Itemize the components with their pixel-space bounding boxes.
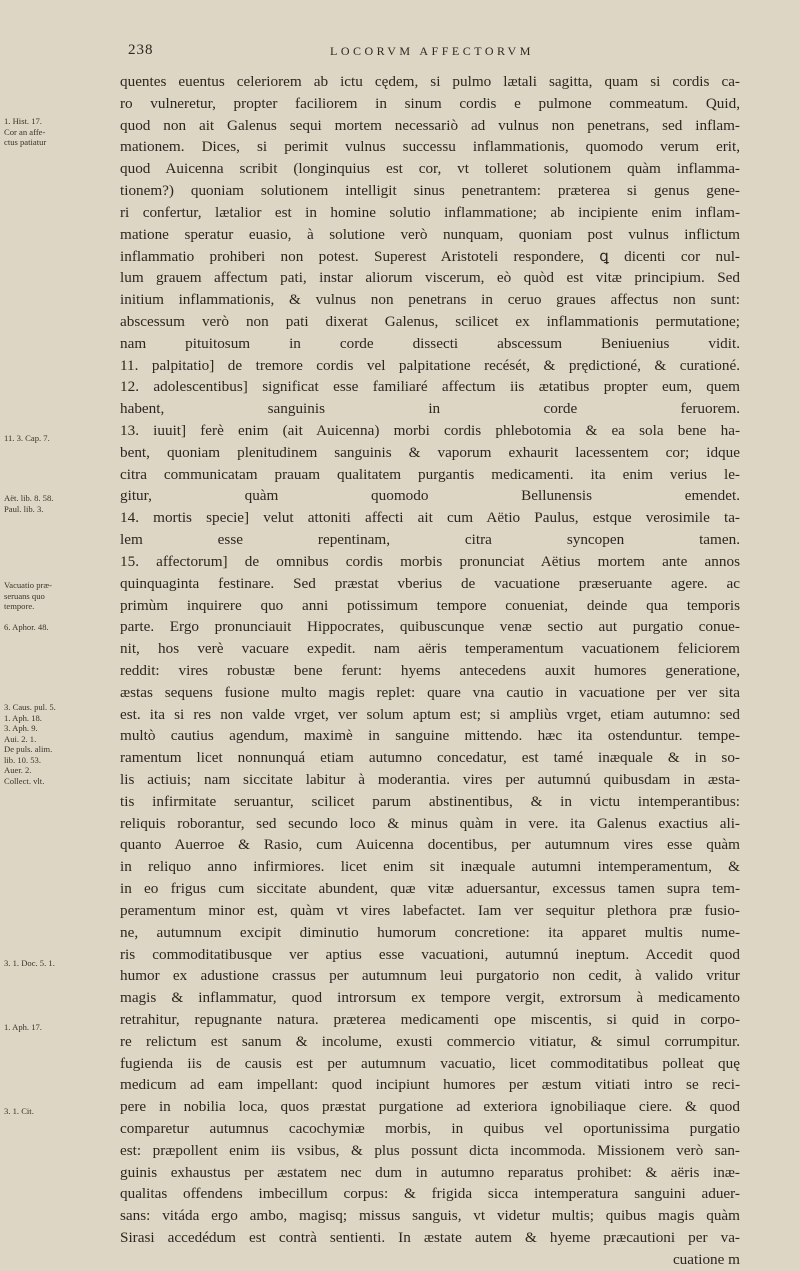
text-line: quod non ait Galenus sequi mortem necessariò ad vulnus non penetrans, sed inflam- bbox=[120, 116, 740, 134]
text-line: peramentum minor est, quàm vt vires labefactet. Iam ver sequitur plethora præ fusio- bbox=[120, 901, 740, 919]
margin-note bbox=[4, 702, 116, 786]
margin-note bbox=[4, 116, 116, 148]
text-line: tionem?) quoniam solutionem intelligit sinus penetrantem: præterea si genus gene- bbox=[120, 182, 740, 200]
margin-note-line: seruans quo bbox=[4, 590, 45, 601]
margin-note bbox=[4, 1022, 116, 1033]
text-line: medicum ad eam impellant: quod incipiunt humores per æstum vitiati intro se reci- bbox=[120, 1076, 740, 1094]
margin-note-line: Aët. lib. 8. 58. bbox=[4, 493, 54, 503]
margin-note-line: Cor an affe- bbox=[4, 126, 46, 137]
margin-note-line: 3. Aph. 9. bbox=[4, 723, 38, 733]
text-line: qualitas offendens imbecillum corpus: & frigida sicca intemperatura sanguini aduer- bbox=[120, 1185, 740, 1203]
text-line: matione speratur euasio, à solutione verò nunquam, quoniam post vulnus inflictum bbox=[120, 225, 740, 243]
text-line: re relictum est sanum & incolume, exusti commercio vitiatur, & simul corrumpitur. bbox=[120, 1032, 740, 1050]
text-line: Sirasi accedédum est contrà sentienti. In æstate autem & hyeme præcautioni per va- bbox=[120, 1229, 740, 1247]
text-line: 15. affectorum] de omnibus cordis morbis pronunciat Aëtius mortem ante annos bbox=[120, 552, 740, 570]
text-line: quinquaginta festinare. Sed præstat vberius de vacuatione præseruante agere. ac bbox=[120, 574, 740, 592]
text-line: lum grauem affectum pati, instar aliorum viscerum, eò quòd est vitæ principium. Sed bbox=[120, 269, 740, 287]
text-line: primùm inquirere quo anni potissimum tempore conueniat, deinde qua temporis bbox=[120, 596, 740, 614]
margin-note-line: lib. 10. 53. bbox=[4, 754, 42, 765]
text-line: quanto Auerroe & Rasio, cum Auicenna docentibus, per autumnum vires esse quàm bbox=[120, 836, 740, 854]
text-line: nit, hos verè vacuare expedit. nam aëris temperamentum vacuationem feliciorem bbox=[120, 640, 740, 658]
text-line: 12. adolescentibus] significat esse familiaré affectum iis ætatibus propter eum, quem bbox=[120, 378, 740, 396]
text-line: gitur, quàm quomodo Bellunensis emendet. bbox=[120, 487, 740, 505]
margin-note-line: Vacuatio præ- bbox=[4, 580, 52, 590]
text-line: quod Auicenna scribit (longinquius est cor, vt tolleret solutionem quàm inflamma- bbox=[120, 160, 740, 178]
margin-note-line: 1. Aph. 18. bbox=[4, 712, 42, 723]
margin-note-line: 3. 1. Cit. bbox=[4, 1106, 34, 1116]
text-line: est: præpollent enim iis vsibus, & plus possunt dicta incommoda. Missionem verò san- bbox=[120, 1141, 740, 1159]
running-title: LOCORVM AFFECTORVM bbox=[330, 44, 534, 58]
text-line: tis infirmitate seruantur, scilicet parum abstinentibus, & in victu intemperantibus: bbox=[120, 792, 740, 810]
text-line: guinis exhaustus per æstatem nec dum in autumno reparatus prohibet: & aëris inæ- bbox=[120, 1163, 740, 1181]
text-line: cuatione m bbox=[672, 1250, 740, 1268]
text-line: 11. palpitatio] de tremore cordis vel palpitatione recését, & prędictioné, & curationé. bbox=[120, 356, 740, 374]
margin-note-line: 1. Hist. 17. bbox=[4, 116, 42, 126]
margin-note bbox=[4, 958, 116, 969]
text-line: ris commoditatibusque ver aptius esse vacuationi, autumnú ineptum. Accedit quod bbox=[120, 945, 740, 963]
text-line: ro vulneretur, propter faciliorem in sinum cordis e pulmone commeatum. Quid, bbox=[120, 94, 740, 112]
text-line: quentes euentus celeriorem ab ictu cędem, si pulmo lætali sagitta, quam si cordis ca- bbox=[120, 73, 740, 90]
page-number: 238 bbox=[128, 42, 154, 58]
margin-note-line: Paul. lib. 3. bbox=[4, 503, 44, 514]
text-line: fugienda iis de causis est per autumnum vacuatio, licet commoditatibus polleat quę bbox=[120, 1054, 740, 1072]
text-line: parte. Ergo pronunciauit Hippocrates, quibuscunque venæ sectio aut purgatio conue- bbox=[120, 618, 740, 636]
text-line: in reliquo anno infirmiores. licet enim sit inæquale autumni intemperamentum, & bbox=[120, 858, 740, 876]
margin-note-line: Auer. 2. bbox=[4, 765, 32, 775]
text-line: citra communicatam prauam qualitatem purgantis medicamenti. ita enim verius le- bbox=[120, 465, 740, 483]
text-line: reliquis roborantur, sed secundo loco & minus quàm in vere. ita Galenus exactius ali- bbox=[120, 814, 740, 832]
margin-note-line: De puls. alim. bbox=[4, 744, 53, 754]
margin-note-line: 3. Caus. pul. 5. bbox=[4, 702, 56, 712]
text-line: initium inflammationis, & vulnus non penetrans in ceruo graues affectus non sunt: bbox=[120, 291, 740, 309]
text-line: magis & inflammatur, quod introrsum ex tempore vergit, extrorsum à medicamento bbox=[120, 989, 740, 1007]
text-line: inflammatio prohiberi non potest. Superest Aristoteli respondere, ꝗ dicenti cor nul- bbox=[120, 247, 740, 265]
main-text-block bbox=[120, 71, 740, 1271]
text-line: multò cautius agendum, maximè in sanguine mittendo. hæc ita ostenduntur. tempe- bbox=[120, 727, 740, 745]
text-line: abscessum verò non pati dixerat Galenus, scilicet ex inflammationis permutatione; bbox=[120, 312, 740, 330]
margin-note-line: Collect. vlt. bbox=[4, 775, 45, 786]
margin-note bbox=[4, 580, 116, 612]
margin-note bbox=[4, 493, 116, 514]
text-line: lis actiuis; nam siccitate labitur à moderantia. vires per autumnú quibusdam in æsta- bbox=[120, 771, 740, 788]
margin-note-line: 11. 3. Cap. 7. bbox=[4, 433, 50, 443]
text-line: habent, sanguinis in corde feruorem. bbox=[120, 400, 740, 418]
text-line: 14. mortis specie] velut attoniti affecti ait cum Aëtio Paulus, estque verosimile ta- bbox=[120, 509, 740, 527]
text-line: ri confertur, lætalior est in homine solutio inflammatione; ab incipiente enim inflam- bbox=[120, 203, 740, 221]
margin-note-line: tempore. bbox=[4, 601, 35, 611]
text-line: lem esse repentinam, citra syncopen tamen. bbox=[120, 531, 740, 549]
text-line: reddit: vires robustæ bene ferunt: hyems antecedens auxit humores generatione, bbox=[120, 661, 740, 679]
text-line: bent, quoniam plenitudinem sanguinis & vaporum exhaurit lacessentem cor; idque bbox=[120, 443, 740, 461]
text-line: 13. iuuit] ferè enim (ait Auicenna) morbi cordis phlebotomia & ea sola bene ha- bbox=[120, 422, 740, 439]
margin-note bbox=[4, 433, 116, 444]
text-line: in eo frigus cum siccitate abundent, quæ vitæ aduersantur, excessus tamen supra tem- bbox=[120, 880, 740, 898]
page-header bbox=[0, 42, 800, 64]
margin-note bbox=[4, 1106, 116, 1117]
text-line: nam pituitosum in corde dissecti abscessum Beniuenius vidit. bbox=[120, 334, 740, 352]
text-line: ramentum licet nonnunquá etiam autumno concedatur, est tamé inæquale & in so- bbox=[120, 749, 740, 767]
text-line: retrahitur, repugnante natura. præterea medicamenti ope miscentis, si quid in corpo- bbox=[120, 1010, 740, 1028]
text-line: humor ex adustione crassus per autumnum leui purgatorio non cedit, à valido vritur bbox=[120, 967, 740, 985]
margin-note-line: 1. Aph. 17. bbox=[4, 1022, 42, 1032]
margin-note-line: 6. Aphor. 48. bbox=[4, 622, 49, 632]
text-line: pere in nobilia loca, quos præstat purgatione ad exteriora ignobiliaque ciere. & quod bbox=[120, 1098, 740, 1116]
text-line: ne, autumnum excipit diminutio humorum concretione: ita apparet multis nume- bbox=[120, 923, 740, 941]
text-line: sans: vitáda ergo ambo, magisq; missus sanguis, vt videtur multis; quibus magis quàm bbox=[120, 1207, 740, 1225]
text-line: est. ita si res non valde vrget, ver solum aptum est; si ampliùs vrget, etiam autumno: sed bbox=[120, 705, 740, 723]
margin-note-line: ctus patiatur bbox=[4, 137, 47, 147]
text-line: comparetur autumnus cacochymiæ morbis, in quibus vel oportunissima purgatio bbox=[120, 1120, 740, 1137]
text-line: mationem. Dices, si perimit vulnus successu inflammationis, quomodo verum erit, bbox=[120, 138, 740, 156]
text-line: æstas sequens fusione multo magis replet: quare vna cautio in vacuatione per ver sita bbox=[120, 683, 740, 701]
margin-note bbox=[4, 622, 116, 633]
margin-note-line: 3. 1. Doc. 5. 1. bbox=[4, 958, 55, 968]
margin-note-line: Aui. 2. 1. bbox=[4, 733, 37, 744]
